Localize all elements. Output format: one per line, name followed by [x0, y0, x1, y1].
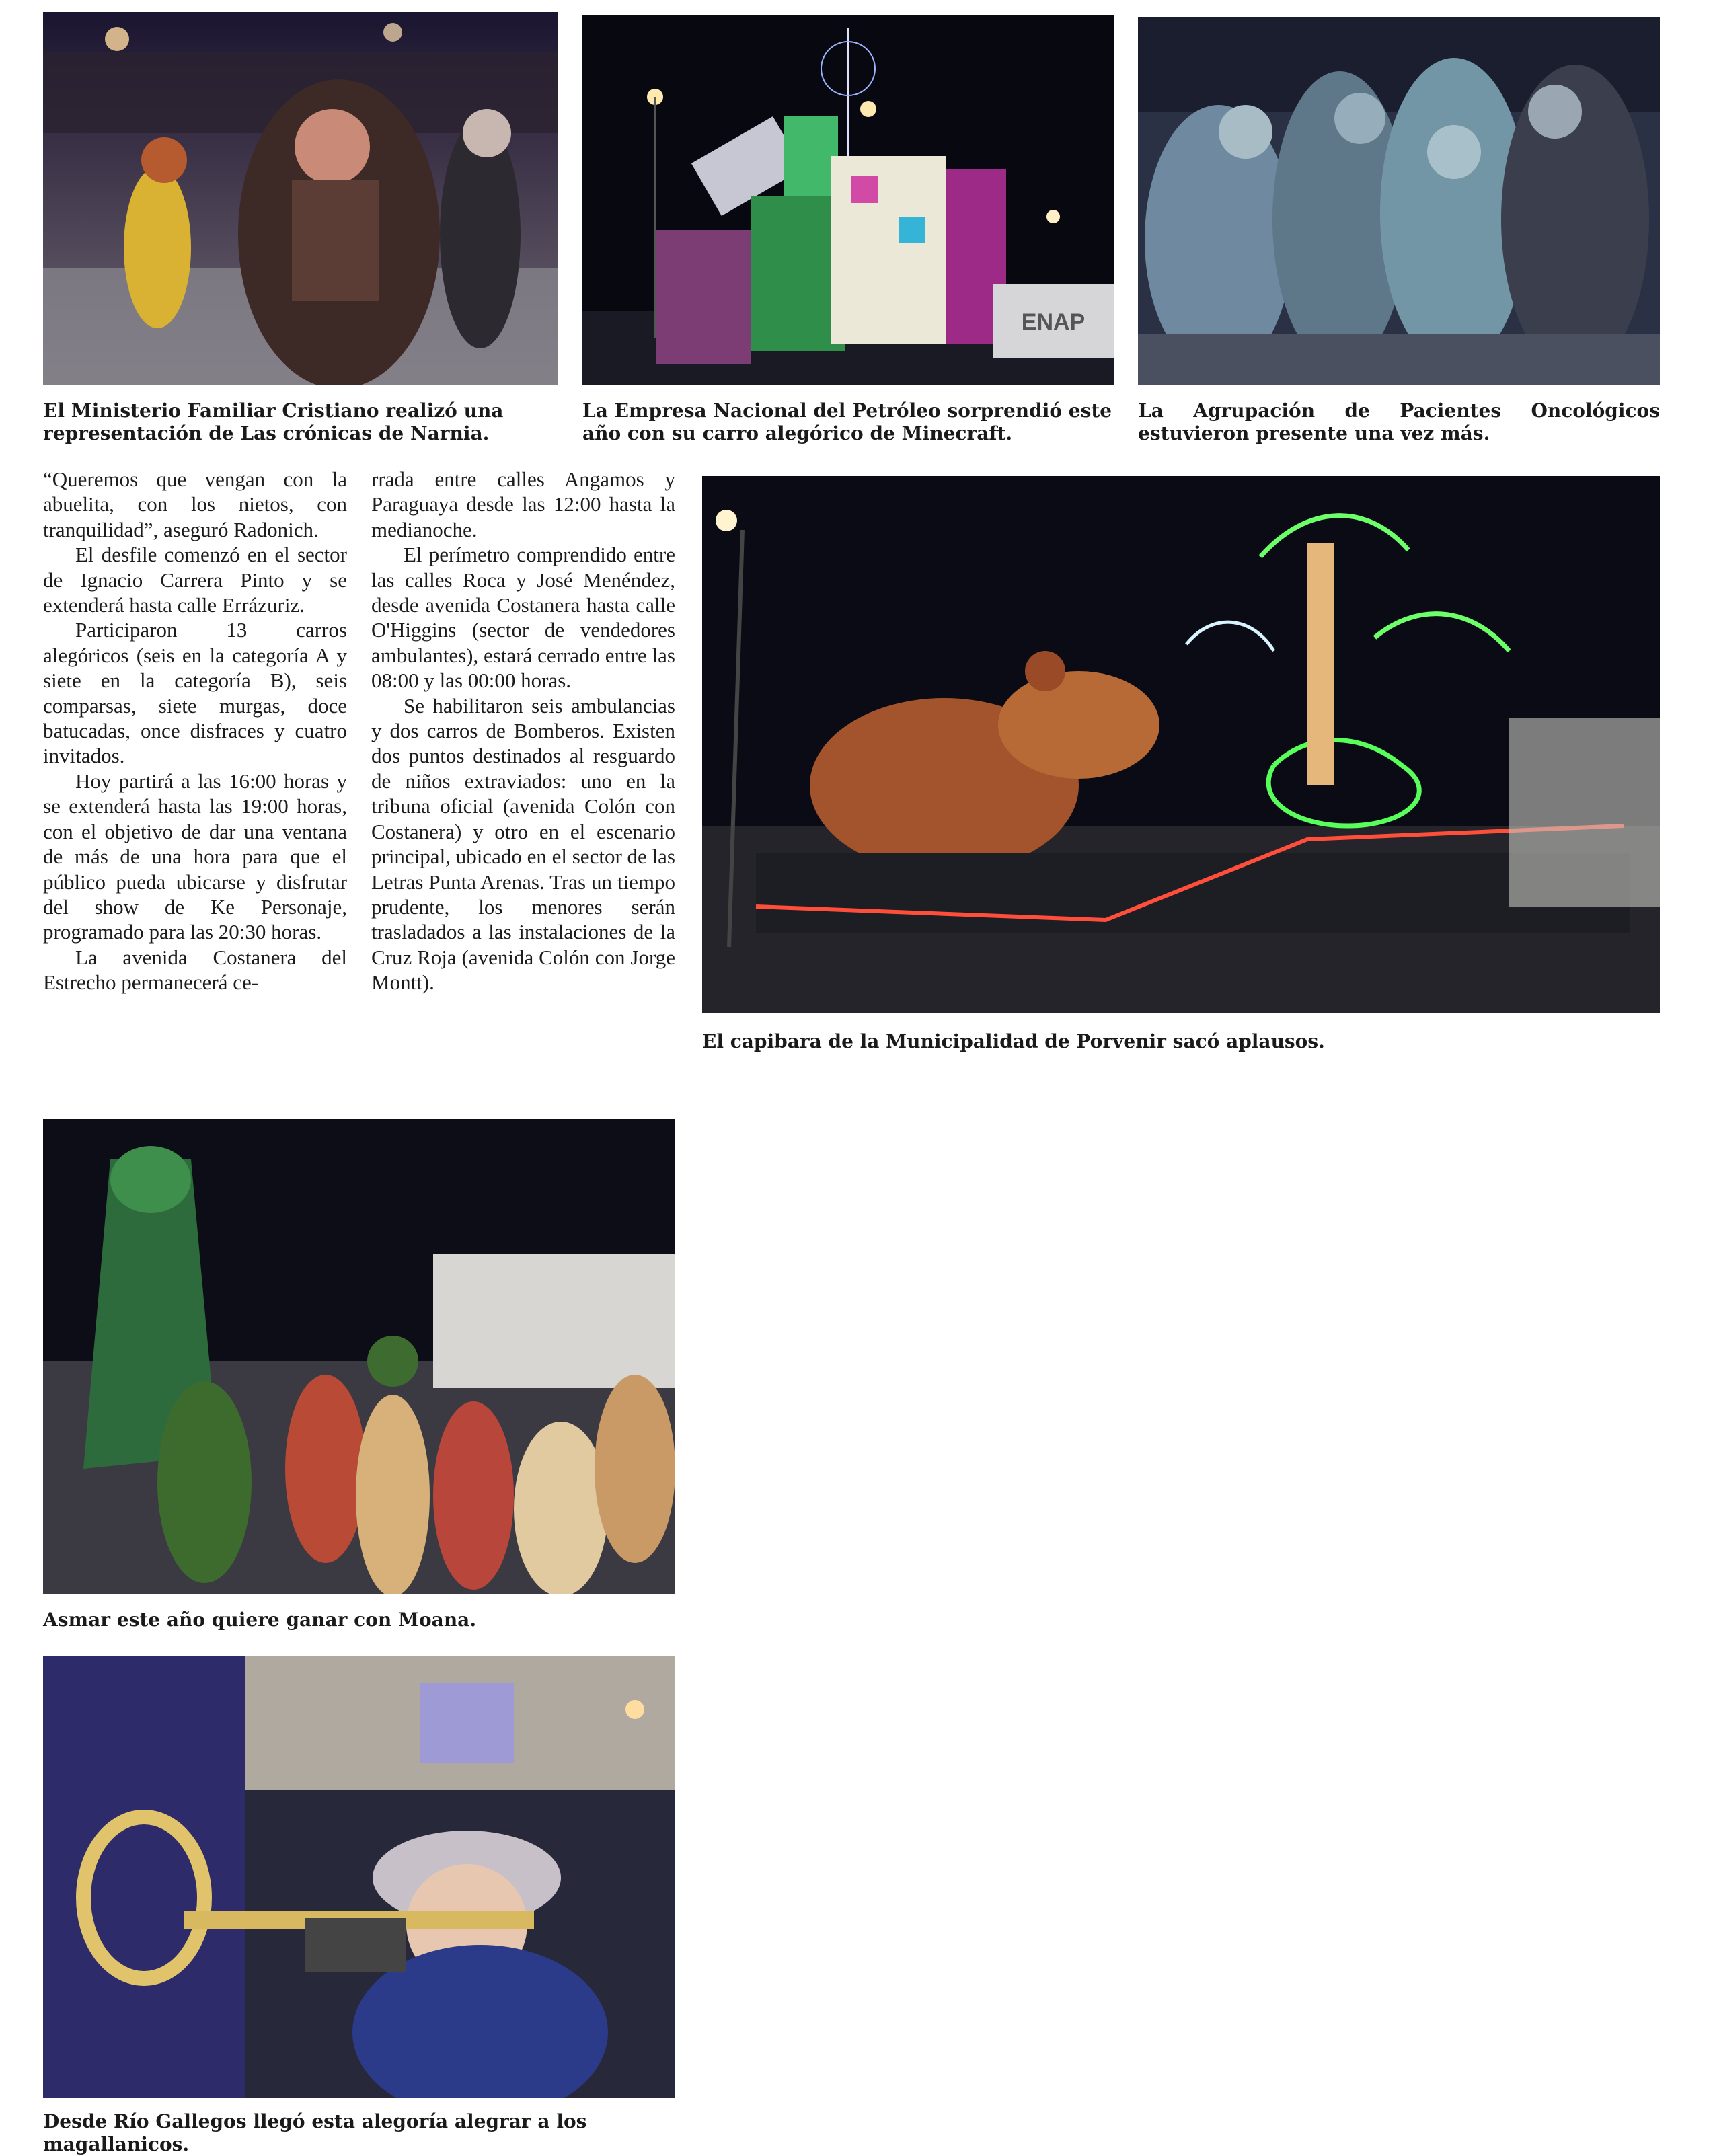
caption-moana: Asmar este año quiere ganar con Moana. [43, 1609, 477, 1631]
photo-rio-gallegos [43, 1656, 675, 2098]
article-paragraph: Hoy partirá a las 16:00 horas y se extenderá hasta las 19:00 horas, con el objetivo de dar una ventana de más de una hora para que el público pueda ubicarse y disfrutar del show de Ke Personaje, programado para las 20:30 horas. [43, 769, 347, 944]
article-paragraph: Participaron 13 carros alegóricos (seis en la categoría A y siete en la categoría B), seis comparsas, siete murgas, doce batucadas, once disfraces y cuatro invitados. [43, 618, 347, 768]
caption-narnia: El Ministerio Familiar Cristiano realizó una representación de Las crónicas de Narnia. [43, 399, 504, 445]
article-paragraph: El perímetro comprendido entre las calles Roca y José Menéndez, desde avenida Costanera hasta calle O'Higgins (sector de vendedores ambulantes), estará cerrado entre las 08:00 y las 00:00 horas. [371, 543, 675, 693]
caption-rio-gallegos: Desde Río Gallegos llegó esta alegoría alegrar a los magallanicos. [43, 2110, 587, 2155]
photo-oncologicos [1138, 17, 1660, 385]
article-paragraph: El desfile comenzó en el sector de Ignacio Carrera Pinto y se extenderá hasta calle Errázuriz. [43, 543, 347, 617]
article-column-2 [371, 467, 675, 995]
caption-oncologicos: La Agrupación de Pacientes Oncológicos estuvieron presente una vez más. [1138, 399, 1660, 445]
caption-minecraft: La Empresa Nacional del Petróleo sorprendió este año con su carro alegórico de Minecraft. [582, 399, 1112, 445]
enap-sign-text: ENAP [1021, 309, 1086, 335]
photo-capibara [702, 476, 1660, 1013]
article-paragraph: “Queremos que vengan con la abuelita, con los nietos, con tranquilidad”, aseguró Radonich. [43, 467, 347, 541]
photo-narnia [43, 12, 558, 385]
article-paragraph: Se habilitaron seis ambulancias y dos carros de Bomberos. Existen dos puntos destinados al resguardo de niños extraviados: uno en la tribuna oficial (avenida Colón con Costanera) y otro en el escenario principal, ubicado en el sector de las Letras Punta Arenas. Tras un tiempo prudente, los menores serán trasladados a las instalaciones de la Cruz Roja (avenida Colón con Jorge Montt). [371, 693, 675, 995]
photo-moana [43, 1119, 675, 1594]
article-paragraph: La avenida Costanera del Estrecho permanecerá ce- [43, 945, 347, 995]
article-column-1 [43, 467, 347, 995]
photo-minecraft [582, 15, 1114, 385]
caption-capibara: El capibara de la Municipalidad de Porvenir sacó aplausos. [702, 1030, 1325, 1052]
article-paragraph: rrada entre calles Angamos y Paraguaya desde las 12:00 hasta la medianoche. [371, 467, 675, 541]
